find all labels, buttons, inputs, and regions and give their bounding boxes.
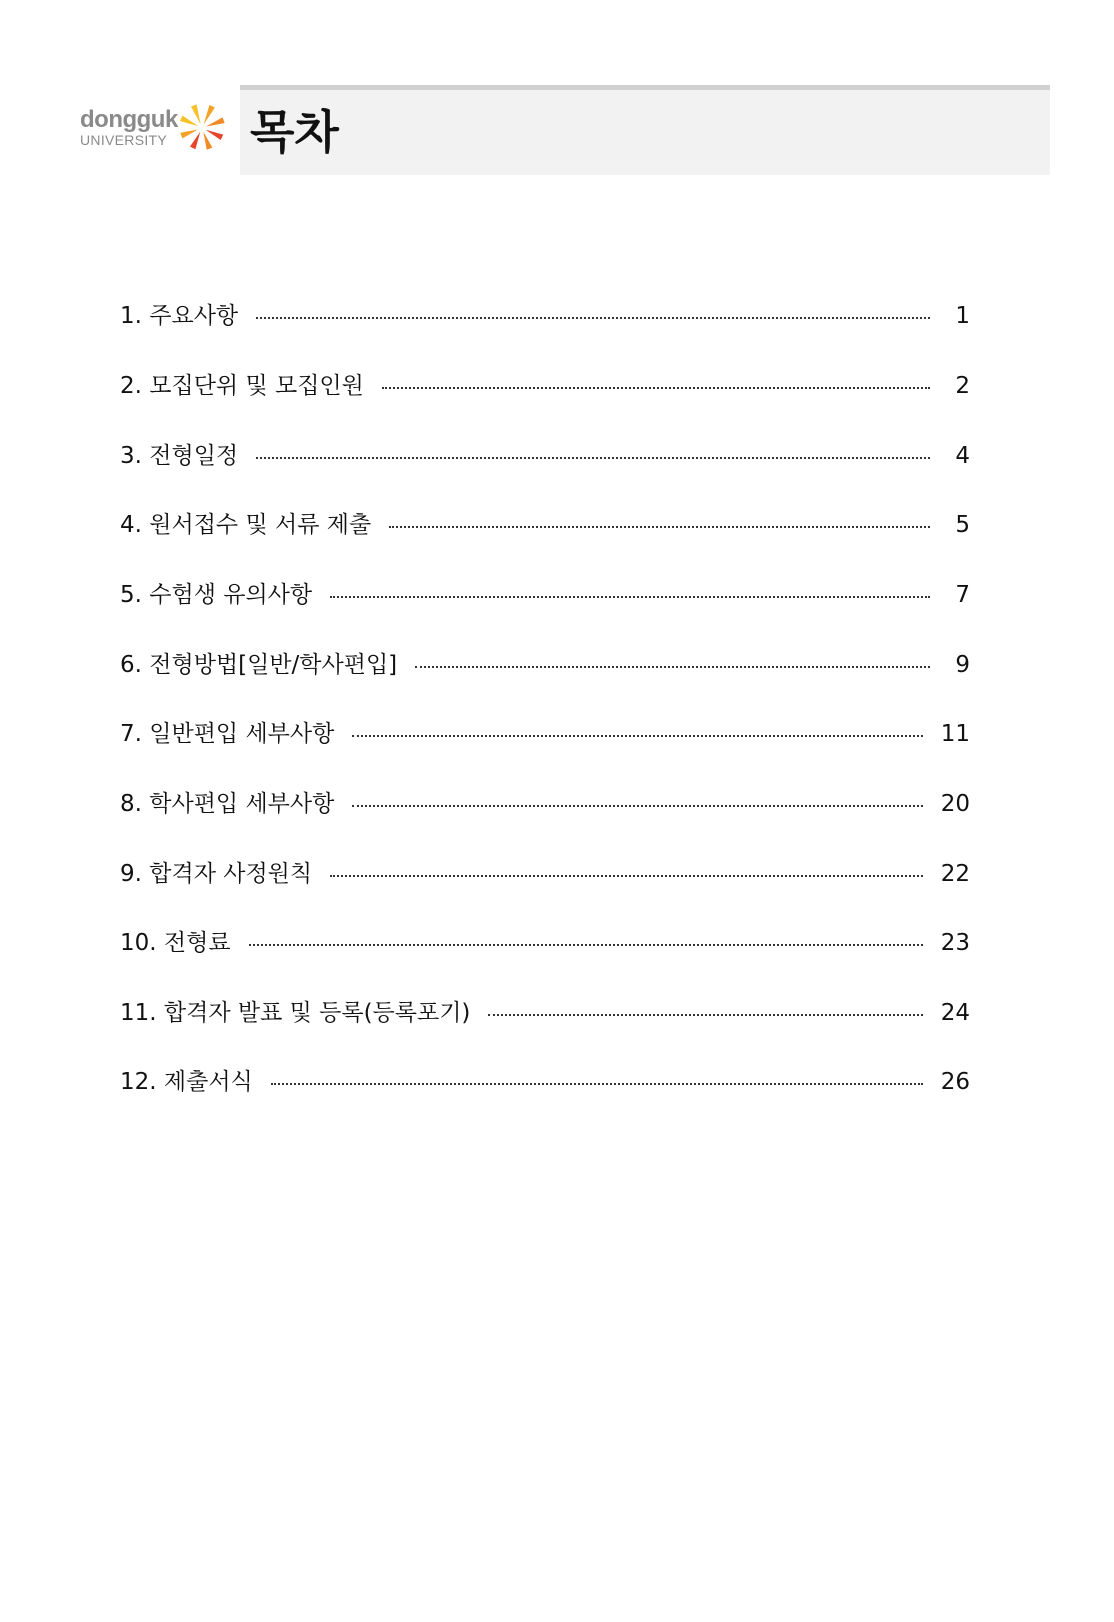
toc-leader-dots: [256, 457, 930, 459]
logo-wordmark: [80, 108, 178, 148]
toc-entry-label: 주요사항: [149, 303, 239, 329]
toc-entry[interactable]: [120, 649, 970, 681]
toc-entry-spacer: [157, 1066, 164, 1098]
toc-entry-label: 원서접수 및 서류 제출: [149, 512, 372, 538]
toc-entry-number: 5.: [120, 582, 142, 608]
toc-entry-label: 제출서식: [163, 1069, 253, 1095]
toc-entry-spacer: [157, 927, 164, 959]
toc-entry-number: 8.: [120, 791, 142, 817]
logo-wordmark-bottom: UNIVERSITY: [80, 132, 168, 148]
toc-entry-page: 4: [955, 443, 970, 469]
toc-leader-dots: [382, 387, 930, 389]
toc-entry-spacer: [142, 718, 149, 750]
toc-entry[interactable]: [120, 370, 970, 402]
toc-entry[interactable]: [120, 300, 970, 332]
toc-entry-page: 26: [940, 1069, 970, 1095]
toc-entry-label: 전형일정: [149, 443, 239, 469]
toc-entry-number: 10.: [120, 930, 157, 956]
toc-entry[interactable]: [120, 997, 970, 1029]
toc-entry-page: 22: [940, 861, 970, 887]
toc-entry-number: 3.: [120, 443, 142, 469]
toc-entry-spacer: [142, 509, 149, 541]
toc-entry[interactable]: [120, 927, 970, 959]
toc-entry-spacer: [142, 649, 149, 681]
toc-entry-page: 20: [940, 791, 970, 817]
toc-entry[interactable]: [120, 509, 970, 541]
toc-entry-label: 모집단위 및 모집인원: [149, 373, 364, 399]
toc-leader-dots: [271, 1083, 923, 1085]
title-banner: [240, 85, 1050, 175]
logo-wordmark-top: dongguk: [80, 106, 178, 133]
toc-entry-spacer: [142, 579, 149, 611]
toc-entry[interactable]: [120, 579, 970, 611]
toc-entry-number: 12.: [120, 1069, 157, 1095]
toc-entry[interactable]: [120, 718, 970, 750]
toc-entry-spacer: [142, 300, 149, 332]
toc-entry-number: 1.: [120, 303, 142, 329]
toc-entry[interactable]: [120, 788, 970, 820]
lotus-logo-icon: [176, 102, 228, 154]
toc-entry-spacer: [142, 858, 149, 890]
page-title: 목차: [250, 105, 339, 159]
toc-leader-dots: [415, 666, 930, 668]
toc-entry[interactable]: [120, 440, 970, 472]
toc-leader-dots: [488, 1014, 922, 1016]
toc-entry-number: 11.: [120, 1000, 157, 1026]
toc-entry-number: 7.: [120, 721, 142, 747]
toc-entry-label: 전형료: [163, 930, 231, 956]
toc-entry-label: 수험생 유의사항: [149, 582, 313, 608]
toc-entry-page: 1: [955, 303, 970, 329]
toc-entry-page: 5: [955, 512, 970, 538]
toc-entry-spacer: [142, 788, 149, 820]
toc-entry-number: 6.: [120, 652, 142, 678]
toc-leader-dots: [256, 317, 930, 319]
toc-entry-spacer: [142, 440, 149, 472]
toc-entry-spacer: [142, 370, 149, 402]
toc-entry-spacer: [157, 997, 164, 1029]
toc-entry-label: 합격자 사정원칙: [149, 861, 313, 887]
toc-entry[interactable]: [120, 1066, 970, 1098]
toc-leader-dots: [330, 875, 923, 877]
dongguk-logo: [80, 102, 230, 164]
toc-entry-page: 11: [940, 721, 970, 747]
toc-entry-page: 9: [955, 652, 970, 678]
toc-entry-page: 23: [940, 930, 970, 956]
toc-entry-number: 4.: [120, 512, 142, 538]
toc-leader-dots: [352, 805, 922, 807]
toc-entry-page: 2: [955, 373, 970, 399]
toc-entry-page: 7: [955, 582, 970, 608]
toc-entry[interactable]: [120, 858, 970, 890]
toc-entry-label: 합격자 발표 및 등록(등록포기): [163, 1000, 471, 1026]
toc-leader-dots: [330, 596, 930, 598]
toc-entry-number: 2.: [120, 373, 142, 399]
toc-entry-label: 학사편입 세부사항: [149, 791, 335, 817]
toc-leader-dots: [389, 526, 930, 528]
toc-entry-label: 일반편입 세부사항: [149, 721, 335, 747]
toc-leader-dots: [249, 944, 923, 946]
toc-entry-number: 9.: [120, 861, 142, 887]
toc-entry-label: 전형방법[일반/학사편입]: [149, 652, 398, 678]
toc-entry-page: 24: [940, 1000, 970, 1026]
toc-leader-dots: [352, 735, 922, 737]
